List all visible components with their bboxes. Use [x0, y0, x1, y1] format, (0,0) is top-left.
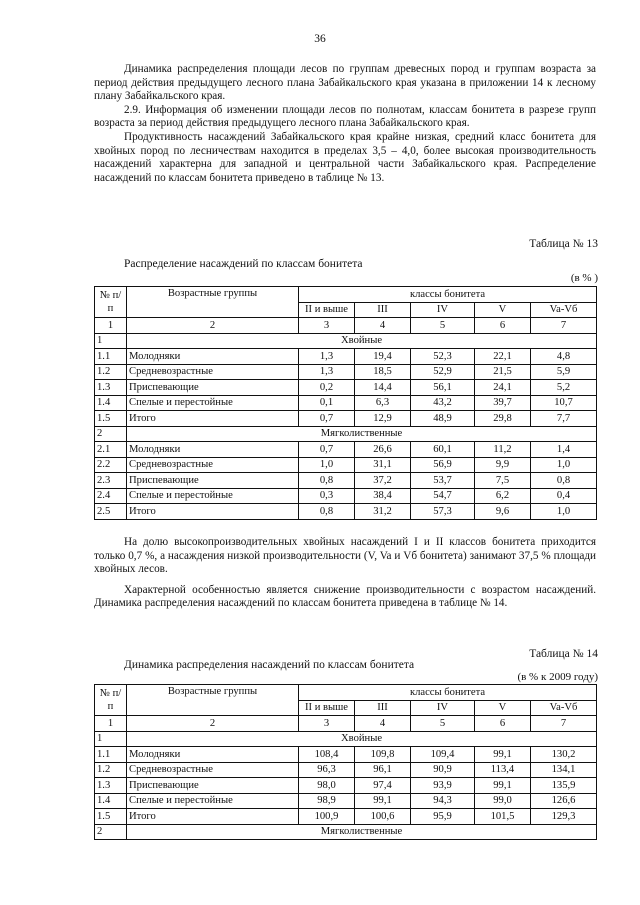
value-cell: 1,3: [299, 364, 355, 380]
value-cell: 1,3: [299, 349, 355, 365]
value-cell: 52,3: [411, 349, 475, 365]
value-cell: 0,7: [299, 411, 355, 427]
value-cell: 96,1: [355, 762, 411, 778]
value-cell: 56,9: [411, 457, 475, 473]
value-cell: 0,2: [299, 380, 355, 396]
value-cell: 43,2: [411, 395, 475, 411]
table-row: [95, 442, 597, 458]
row-age-group: Молодняки: [127, 747, 299, 763]
table-row: [95, 473, 597, 489]
section-row: [95, 824, 597, 840]
index-cell: 6: [475, 716, 531, 732]
value-cell: 19,4: [355, 349, 411, 365]
text-block-middle: [94, 536, 596, 611]
row-age-group: Молодняки: [127, 442, 299, 458]
value-cell: 98,0: [299, 778, 355, 794]
row-age-group: Спелые и перестойные: [127, 488, 299, 504]
table-row: [95, 411, 597, 427]
value-cell: 26,6: [355, 442, 411, 458]
row-number: 2.3: [95, 473, 127, 489]
header-age-groups: Возрастные группы: [127, 685, 299, 716]
value-cell: 48,9: [411, 411, 475, 427]
row-number: 2.5: [95, 504, 127, 520]
value-cell: 98,9: [299, 793, 355, 809]
value-cell: 109,4: [411, 747, 475, 763]
table14-title: Динамика распределения насаждений по классам бонитета: [124, 659, 415, 671]
paragraph: Характерной особенностью является снижение производительности с возрастом насаждений. Динамика распределения насаждений по классам бонитета приведена в таблице № 14.: [94, 583, 596, 610]
paragraph: 2.9. Информация об изменении площади лесов по полнотам, классам бонитета в разрезе групп возраста за период действия предыдущего лесного плана Забайкальского края.: [94, 103, 596, 130]
value-cell: 6,2: [475, 488, 531, 504]
value-cell: 0,7: [299, 442, 355, 458]
row-age-group: Средневозрастные: [127, 364, 299, 380]
table14-caption: Таблица № 14: [529, 648, 598, 660]
row-number: 1.5: [95, 809, 127, 825]
header-col: II и выше: [299, 700, 355, 716]
value-cell: 9,9: [475, 457, 531, 473]
value-cell: 96,3: [299, 762, 355, 778]
value-cell: 1,0: [299, 457, 355, 473]
table-row: [95, 793, 597, 809]
value-cell: 37,2: [355, 473, 411, 489]
table-row: [95, 380, 597, 396]
index-cell: 3: [299, 716, 355, 732]
index-row: [95, 318, 597, 334]
value-cell: 101,5: [475, 809, 531, 825]
value-cell: 109,8: [355, 747, 411, 763]
paragraph: Продуктивность насаждений Забайкальского края крайне низкая, средний класс бонитета для хвойных пород по лесничествам находится в пределах 3,5 – 4,0, более высокая производительность насаждений характерна для западной и центральной части Забайкальского края. Распределение насаждений по классам бонитета приведено в таблице № 13.: [94, 130, 596, 184]
row-number: 1.4: [95, 395, 127, 411]
row-number: 2.1: [95, 442, 127, 458]
row-age-group: Спелые и перестойные: [127, 793, 299, 809]
value-cell: 0,8: [299, 473, 355, 489]
table-row: [95, 457, 597, 473]
value-cell: 60,1: [411, 442, 475, 458]
row-age-group: Средневозрастные: [127, 457, 299, 473]
table13-title: Распределение насаждений по классам бонитета: [124, 258, 363, 270]
header-classes: классы бонитета: [299, 685, 597, 701]
table-row: [95, 809, 597, 825]
section-label: Мягколиственные: [127, 824, 597, 840]
value-cell: 29,8: [475, 411, 531, 427]
value-cell: 5,2: [531, 380, 597, 396]
value-cell: 7,5: [475, 473, 531, 489]
value-cell: 11,2: [475, 442, 531, 458]
value-cell: 99,1: [475, 747, 531, 763]
section-row: [95, 426, 597, 442]
value-cell: 0,8: [531, 473, 597, 489]
row-number: 1.2: [95, 364, 127, 380]
index-cell: 4: [355, 716, 411, 732]
row-number: 1.5: [95, 411, 127, 427]
value-cell: 9,6: [475, 504, 531, 520]
header-num: № п/п: [95, 685, 127, 716]
row-number: 2.2: [95, 457, 127, 473]
value-cell: 0,1: [299, 395, 355, 411]
table-row: [95, 762, 597, 778]
header-col: II и выше: [299, 302, 355, 318]
row-age-group: Средневозрастные: [127, 762, 299, 778]
value-cell: 22,1: [475, 349, 531, 365]
row-age-group: Приспевающие: [127, 778, 299, 794]
value-cell: 99,0: [475, 793, 531, 809]
index-cell: 4: [355, 318, 411, 334]
value-cell: 130,2: [531, 747, 597, 763]
paragraph: На долю высокопроизводительных хвойных насаждений I и II классов бонитета приходится только 0,7 %, а насаждения низкой производительности (V, Va и Vб бонитета) занимают 37,5 % площади хвойных лесов.: [94, 536, 596, 576]
value-cell: 39,7: [475, 395, 531, 411]
table-row: [95, 395, 597, 411]
index-cell: 5: [411, 716, 475, 732]
section-num: 1: [95, 731, 127, 747]
table-row: [95, 747, 597, 763]
value-cell: 24,1: [475, 380, 531, 396]
value-cell: 12,9: [355, 411, 411, 427]
header-col: III: [355, 302, 411, 318]
paragraph: Динамика распределения площади лесов по группам древесных пород и группам возраста за период действия предыдущего лесного плана Забайкальского края указана в приложении 14 к лесному плану Забайкальского края.: [94, 63, 596, 103]
value-cell: 134,1: [531, 762, 597, 778]
index-cell: 2: [127, 716, 299, 732]
text-block-top: [94, 63, 596, 185]
section-num: 2: [95, 426, 127, 442]
index-cell: 5: [411, 318, 475, 334]
index-cell: 2: [127, 318, 299, 334]
value-cell: 129,3: [531, 809, 597, 825]
header-col: Va-Vб: [531, 302, 597, 318]
value-cell: 135,9: [531, 778, 597, 794]
row-age-group: Итого: [127, 809, 299, 825]
page-number: 36: [314, 33, 326, 45]
header-col: IV: [411, 700, 475, 716]
section-label: Мягколиственные: [127, 426, 597, 442]
header-col: V: [475, 302, 531, 318]
row-age-group: Итого: [127, 504, 299, 520]
value-cell: 5,9: [531, 364, 597, 380]
section-num: 2: [95, 824, 127, 840]
value-cell: 0,3: [299, 488, 355, 504]
row-number: 1.1: [95, 349, 127, 365]
header-age-groups: Возрастные группы: [127, 287, 299, 318]
value-cell: 53,7: [411, 473, 475, 489]
row-number: 1.3: [95, 778, 127, 794]
value-cell: 126,6: [531, 793, 597, 809]
index-cell: 6: [475, 318, 531, 334]
value-cell: 1,4: [531, 442, 597, 458]
value-cell: 95,9: [411, 809, 475, 825]
value-cell: 21,5: [475, 364, 531, 380]
section-row: [95, 731, 597, 747]
value-cell: 14,4: [355, 380, 411, 396]
value-cell: 93,9: [411, 778, 475, 794]
header-col: IV: [411, 302, 475, 318]
header-num: № п/п: [95, 287, 127, 318]
value-cell: 54,7: [411, 488, 475, 504]
value-cell: 0,8: [299, 504, 355, 520]
value-cell: 108,4: [299, 747, 355, 763]
value-cell: 4,8: [531, 349, 597, 365]
table-row: [95, 778, 597, 794]
row-number: 1.4: [95, 793, 127, 809]
index-row: [95, 716, 597, 732]
row-age-group: Молодняки: [127, 349, 299, 365]
index-cell: 1: [95, 318, 127, 334]
table14-unit: (в % к 2009 году): [517, 671, 598, 683]
row-number: 2.4: [95, 488, 127, 504]
section-label: Хвойные: [127, 333, 597, 349]
header-col: V: [475, 700, 531, 716]
value-cell: 57,3: [411, 504, 475, 520]
value-cell: 56,1: [411, 380, 475, 396]
section-label: Хвойные: [127, 731, 597, 747]
table-row: [95, 364, 597, 380]
section-num: 1: [95, 333, 127, 349]
value-cell: 0,4: [531, 488, 597, 504]
value-cell: 1,0: [531, 457, 597, 473]
table-row: [95, 349, 597, 365]
value-cell: 10,7: [531, 395, 597, 411]
value-cell: 52,9: [411, 364, 475, 380]
section-row: [95, 333, 597, 349]
index-cell: 3: [299, 318, 355, 334]
row-age-group: Итого: [127, 411, 299, 427]
table-row: [95, 488, 597, 504]
row-number: 1.1: [95, 747, 127, 763]
value-cell: 94,3: [411, 793, 475, 809]
value-cell: 99,1: [355, 793, 411, 809]
value-cell: 99,1: [475, 778, 531, 794]
table13-unit: (в % ): [570, 272, 598, 284]
row-age-group: Приспевающие: [127, 473, 299, 489]
value-cell: 100,9: [299, 809, 355, 825]
row-age-group: Приспевающие: [127, 380, 299, 396]
table-row: [95, 504, 597, 520]
value-cell: 6,3: [355, 395, 411, 411]
value-cell: 7,7: [531, 411, 597, 427]
row-age-group: Спелые и перестойные: [127, 395, 299, 411]
value-cell: 38,4: [355, 488, 411, 504]
index-cell: 1: [95, 716, 127, 732]
table14: [94, 684, 597, 840]
value-cell: 97,4: [355, 778, 411, 794]
value-cell: 18,5: [355, 364, 411, 380]
value-cell: 1,0: [531, 504, 597, 520]
header-col: III: [355, 700, 411, 716]
value-cell: 100,6: [355, 809, 411, 825]
header-classes: классы бонитета: [299, 287, 597, 303]
value-cell: 90,9: [411, 762, 475, 778]
value-cell: 113,4: [475, 762, 531, 778]
value-cell: 31,2: [355, 504, 411, 520]
header-col: Va-Vб: [531, 700, 597, 716]
table13: [94, 286, 597, 520]
index-cell: 7: [531, 716, 597, 732]
row-number: 1.2: [95, 762, 127, 778]
row-number: 1.3: [95, 380, 127, 396]
index-cell: 7: [531, 318, 597, 334]
value-cell: 31,1: [355, 457, 411, 473]
table13-caption: Таблица № 13: [529, 238, 598, 250]
